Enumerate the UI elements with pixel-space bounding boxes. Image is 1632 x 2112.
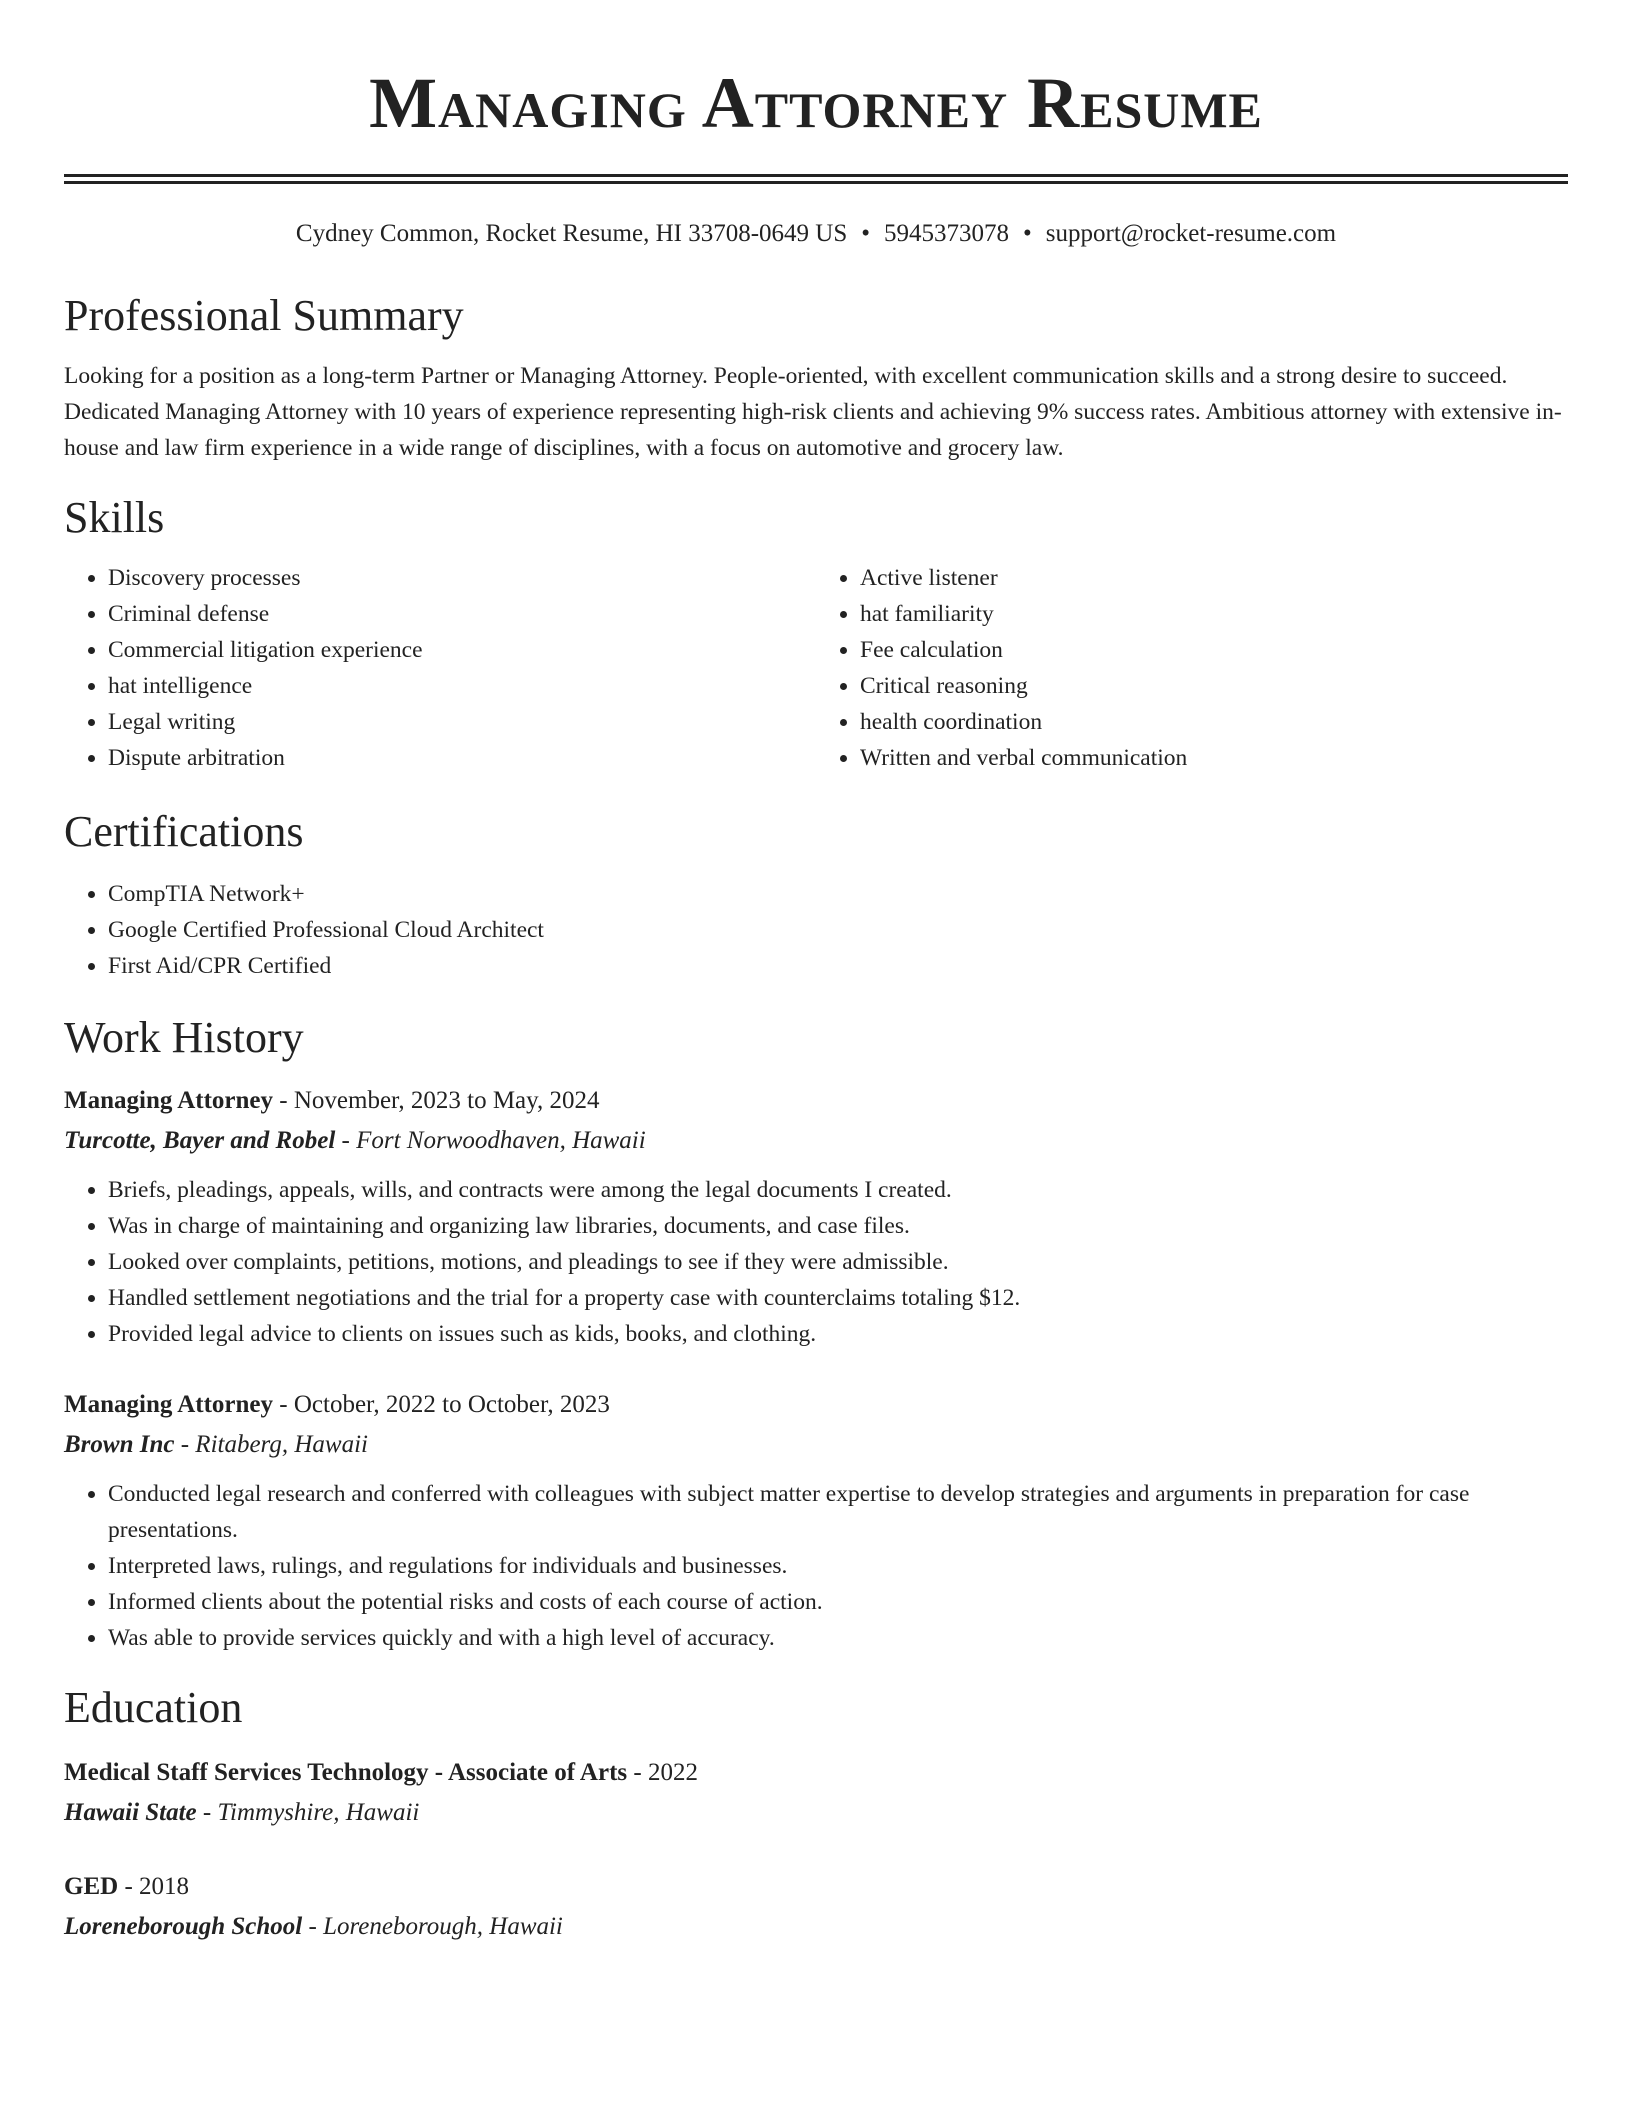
dash: - bbox=[341, 1127, 350, 1154]
dash: - bbox=[279, 1087, 288, 1114]
job-entry bbox=[64, 1082, 1568, 1352]
education-location: Timmyshire, Hawaii bbox=[217, 1799, 420, 1826]
job-role-line bbox=[64, 1082, 1568, 1120]
contact-separator: • bbox=[861, 220, 871, 247]
job-role-line bbox=[64, 1386, 1568, 1424]
job-company: Brown Inc bbox=[64, 1431, 175, 1458]
certifications-list bbox=[64, 876, 1568, 984]
job-title: Managing Attorney bbox=[64, 1087, 274, 1114]
job-company-line bbox=[64, 1122, 1568, 1160]
certification-item: • CompTIA Network+ bbox=[108, 876, 1568, 912]
certification-item: • Google Certified Professional Cloud Architect bbox=[108, 912, 1568, 948]
dash: - bbox=[202, 1799, 212, 1826]
contact-phone: 5945373078 bbox=[884, 220, 1010, 247]
contact-line bbox=[64, 218, 1568, 250]
job-bullets bbox=[64, 1172, 1568, 1352]
education-school: Hawaii State bbox=[64, 1799, 197, 1826]
job-title: Managing Attorney bbox=[64, 1391, 274, 1418]
education-degree: GED bbox=[64, 1873, 119, 1900]
dash: - bbox=[308, 1913, 317, 1940]
skill-item: • Critical reasoning bbox=[860, 668, 1568, 704]
education-degree-line bbox=[64, 1868, 1568, 1906]
dash: - bbox=[124, 1873, 133, 1900]
job-bullet: • Informed clients about the potential risks and costs of each course of action. bbox=[108, 1584, 1568, 1620]
job-bullet: • Briefs, pleadings, appeals, wills, and contracts were among the legal documents I created. bbox=[108, 1172, 1568, 1208]
skill-item: • Discovery processes bbox=[108, 560, 816, 596]
education-heading: Education bbox=[64, 1683, 243, 1732]
skill-item: • hat familiarity bbox=[860, 596, 1568, 632]
contact-address: Cydney Common, Rocket Resume, HI 33708-0649 US bbox=[295, 220, 848, 247]
education-school: Loreneborough School bbox=[64, 1913, 303, 1940]
skill-item: • Criminal defense bbox=[108, 596, 816, 632]
education-year: 2022 bbox=[647, 1759, 698, 1786]
certifications-heading: Certifications bbox=[64, 807, 304, 856]
skills-list-left bbox=[64, 560, 816, 776]
resume-title: Managing Attorney Resume bbox=[369, 63, 1263, 143]
skill-item: • hat intelligence bbox=[108, 668, 816, 704]
education-location: Loreneborough, Hawaii bbox=[323, 1913, 563, 1940]
job-company-line bbox=[64, 1426, 1568, 1464]
job-bullets bbox=[64, 1476, 1568, 1656]
education-entry bbox=[64, 1868, 1568, 1946]
skill-item: • Commercial litigation experience bbox=[108, 632, 816, 668]
skills-list-right bbox=[816, 560, 1568, 776]
skills-columns bbox=[64, 560, 1568, 776]
dash: - bbox=[633, 1759, 642, 1786]
contact-separator: • bbox=[1023, 220, 1032, 247]
education-entry bbox=[64, 1754, 1568, 1832]
skill-item: • Written and verbal communication bbox=[860, 740, 1568, 776]
skill-item: • Active listener bbox=[860, 560, 1568, 596]
education-year: 2018 bbox=[139, 1873, 190, 1900]
skill-item: • Dispute arbitration bbox=[108, 740, 816, 776]
certification-item: • First Aid/CPR Certified bbox=[108, 948, 1568, 984]
job-bullet: • Was able to provide services quickly and with a high level of accuracy. bbox=[108, 1620, 1568, 1656]
skill-item: • Fee calculation bbox=[860, 632, 1568, 668]
job-bullet: • Handled settlement negotiations and the trial for a property case with counterclaims totaling $12. bbox=[108, 1280, 1568, 1316]
skill-item: • Legal writing bbox=[108, 704, 816, 740]
job-entry bbox=[64, 1386, 1568, 1656]
work-history-heading: Work History bbox=[64, 1013, 304, 1062]
education-degree-line bbox=[64, 1754, 1568, 1792]
job-dates: October, 2022 to October, 2023 bbox=[293, 1391, 610, 1418]
summary-heading: Professional Summary bbox=[64, 291, 464, 340]
dash: - bbox=[279, 1391, 288, 1418]
summary-text: Looking for a position as a long-term Partner or Managing Attorney. People-oriented, with excellent communication skills and a strong desire to succeed. Dedicated Managing Attorney with 10 years of experience representing high-risk clients and achieving 9% success rates. Ambitious attorney with extensive in-house and law firm experience in a wide range of disciplines, with a focus on automotive and grocery law. bbox=[64, 363, 1562, 461]
skills-heading: Skills bbox=[64, 493, 165, 542]
contact-email: support@rocket-resume.com bbox=[1045, 220, 1337, 247]
job-bullet: • Conducted legal research and conferred with colleagues with subject matter expertise to develop strategies and arguments in preparation for case presentations. bbox=[108, 1476, 1568, 1548]
job-bullet: • Was in charge of maintaining and organizing law libraries, documents, and case files. bbox=[108, 1208, 1568, 1244]
title-divider bbox=[64, 174, 1568, 184]
job-location: Ritaberg, Hawaii bbox=[195, 1431, 368, 1458]
job-company: Turcotte, Bayer and Robel bbox=[64, 1127, 336, 1154]
education-degree: Medical Staff Services Technology - Associate of Arts bbox=[64, 1759, 628, 1786]
education-school-line bbox=[64, 1908, 1568, 1946]
job-bullet: • Looked over complaints, petitions, motions, and pleadings to see if they were admissible. bbox=[108, 1244, 1568, 1280]
education-school-line bbox=[64, 1794, 1568, 1832]
skill-item: • health coordination bbox=[860, 704, 1568, 740]
job-bullet: • Interpreted laws, rulings, and regulations for individuals and businesses. bbox=[108, 1548, 1568, 1584]
job-dates: November, 2023 to May, 2024 bbox=[293, 1087, 600, 1114]
job-bullet: • Provided legal advice to clients on issues such as kids, books, and clothing. bbox=[108, 1316, 1568, 1352]
dash: - bbox=[180, 1431, 190, 1458]
job-location: Fort Norwoodhaven, Hawaii bbox=[356, 1127, 646, 1154]
